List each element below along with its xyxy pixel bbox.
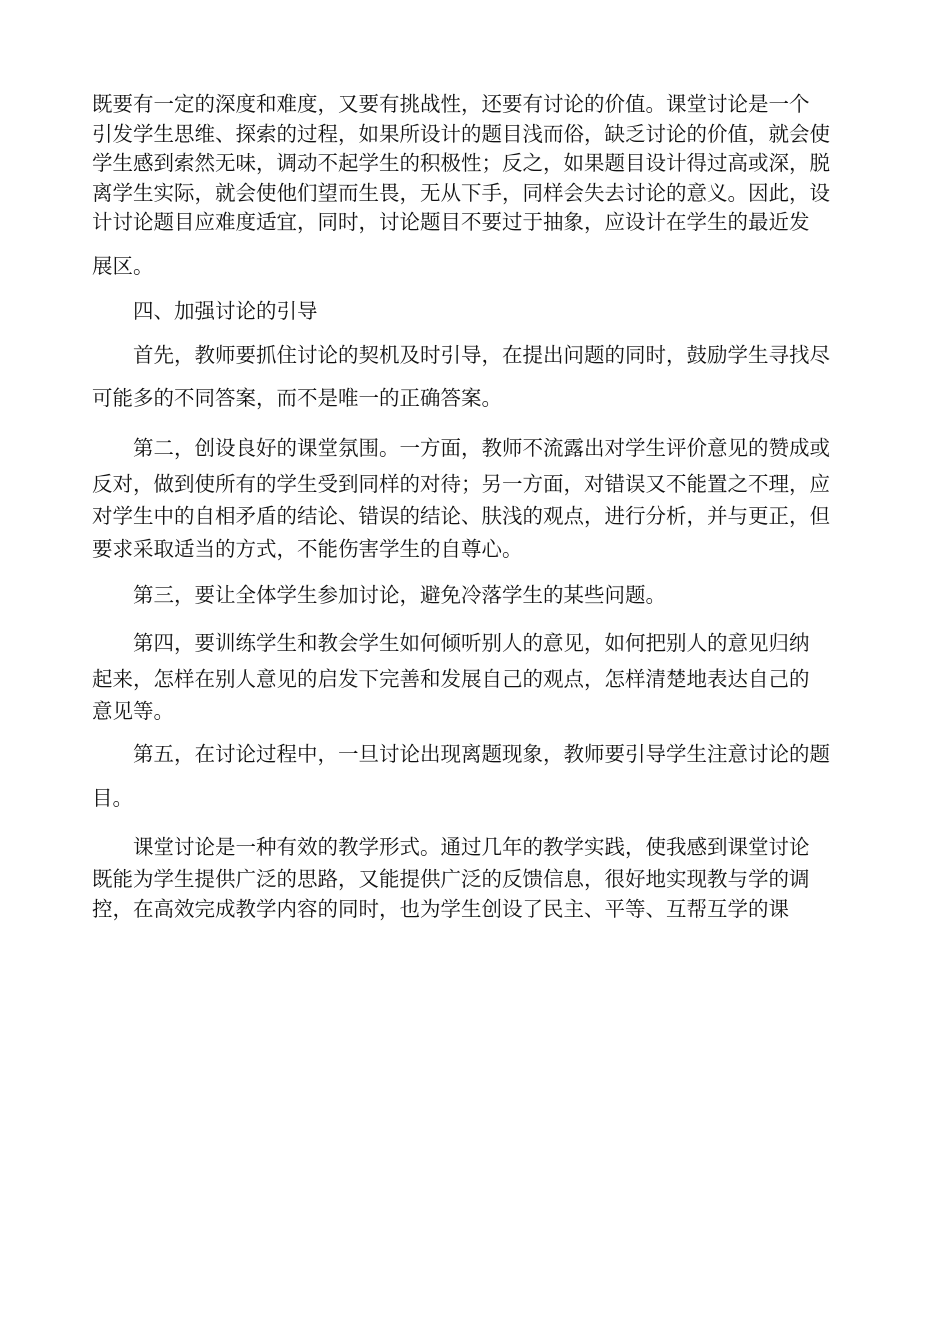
text-line: 意见等。 <box>92 698 174 723</box>
paragraph-7 <box>92 740 858 813</box>
text-line: 课堂讨论是一种有效的教学形式。通过几年的教学实践，使我感到课堂讨论 <box>133 835 810 859</box>
document-page <box>92 90 858 924</box>
paragraph-1 <box>92 90 858 281</box>
text-line: 引发学生思维、探索的过程，如果所设计的题目浅而俗，缺乏讨论的价值，就会使 <box>92 121 830 146</box>
text-line: 反对，做到使所有的学生受到同样的对待；另一方面，对错误又不能置之不理，应 <box>92 471 830 496</box>
text-line: 要求采取适当的方式，不能伤害学生的自尊心。 <box>92 537 523 561</box>
text-line: 学生感到索然无味，调动不起学生的积极性；反之，如果题目设计得过高或深，脱 <box>92 151 830 175</box>
text-line: 既要有一定的深度和难度，又要有挑战性，还要有讨论的价值。课堂讨论是一个 <box>92 92 810 116</box>
text-line: 起来，怎样在别人意见的启发下完善和发展自己的观点，怎样清楚地表达自己的 <box>92 666 810 691</box>
text-line: 控，在高效完成教学内容的同时，也为学生创设了民主、平等、互帮互学的课 <box>92 896 789 921</box>
text-line: 既能为学生提供广泛的思路，又能提供广泛的反馈信息，很好地实现教与学的调 <box>92 867 810 891</box>
paragraph-5 <box>92 581 858 611</box>
paragraph-6 <box>92 625 858 727</box>
text-line: 展区。 <box>92 253 154 278</box>
text-line: 目。 <box>92 785 133 810</box>
paragraph-8 <box>92 829 858 924</box>
text-line: 首先，教师要抓住讨论的契机及时引导，在提出问题的同时，鼓励学生寻找尽 <box>133 342 830 367</box>
text-line: 对学生中的自相矛盾的结论、错误的结论、肤浅的观点，进行分析，并与更正，但 <box>92 503 830 528</box>
text-line: 离学生实际，就会使他们望而生畏，无从下手，同样会失去讨论的意义。因此，设 <box>92 180 830 205</box>
section-heading <box>92 297 858 327</box>
text-line: 可能多的不同答案，而不是唯一的正确答案。 <box>92 386 502 410</box>
paragraph-4 <box>92 430 858 568</box>
text-line: 第五，在讨论过程中，一旦讨论出现离题现象，教师要引导学生注意讨论的题 <box>133 742 830 766</box>
heading-text: 四、加强讨论的引导 <box>133 299 318 323</box>
text-line: 第三，要让全体学生参加讨论，避免冷落学生的某些问题。 <box>133 583 666 607</box>
text-line: 第二，创设良好的课堂氛围。一方面，教师不流露出对学生评价意见的赞成或 <box>133 435 830 460</box>
text-line: 计讨论题目应难度适宜，同时，讨论题目不要过于抽象，应设计在学生的最近发 <box>92 210 810 234</box>
text-line: 第四，要训练学生和教会学生如何倾听别人的意见，如何把别人的意见归纳 <box>133 630 810 655</box>
paragraph-3 <box>92 341 858 414</box>
